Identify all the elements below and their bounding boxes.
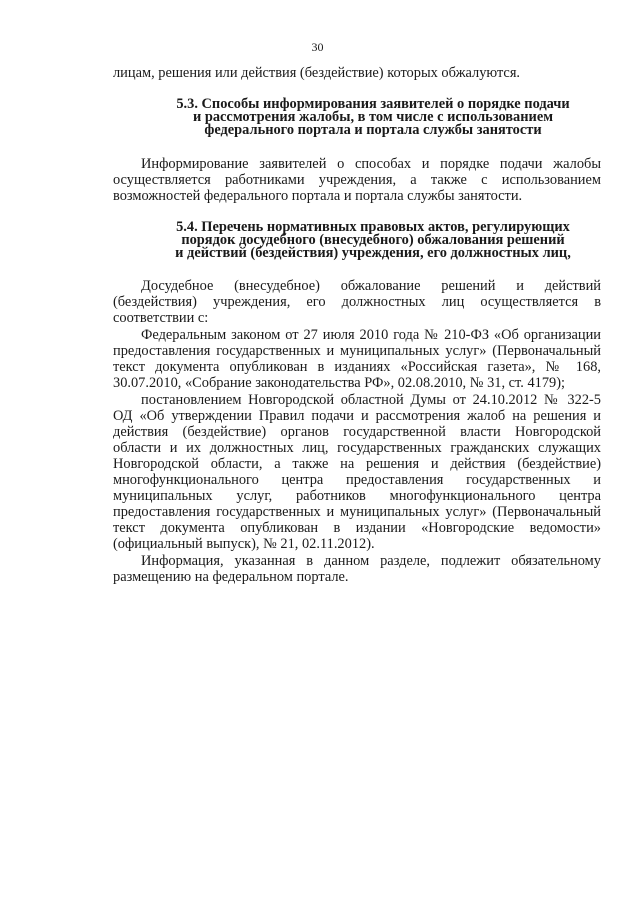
section-5-4-p3-line-3: действия (бездействие) органов государственной власти Новгородской [113,424,601,440]
section-5-4-p3-line-2: ОД «Об утверждении Правил подачи и рассмотрения жалоб на решения и [113,408,601,424]
section-5-3-heading-line-2: и рассмотрения жалобы, в том числе с использованием [192,109,554,125]
section-5-4-p3-line-1: постановлением Новгородской областной Думы от 24.10.2012 № 322-5 [141,392,601,408]
section-5-4-p2-line-3: текст документа опубликован в изданиях «Российская газета», № 168, [113,359,601,375]
section-5-4-p3-line-6: многофункционального центра предоставления государственных и [113,472,601,488]
section-5-4-p3-line-10: (официальный выпуск), № 21, 02.11.2012). [113,536,375,552]
intro-line: лицам, решения или действия (бездействие) которых обжалуются. [113,65,521,81]
section-5-3-heading-line-1: 5.3. Способы информирования заявителей о порядке подачи [176,96,570,112]
section-5-4-p1-line-1: Досудебное (внесудебное) обжалование решений и действий [141,278,601,294]
section-5-4-p1-line-2: (бездействия) учреждения, его должностных лиц осуществляется в [113,294,601,310]
section-5-4-p2-line-4: 30.07.2010, «Собрание законодательства РФ», 02.08.2010, № 31, ст. 4179); [113,375,566,391]
section-5-4-p3-line-5: Новгородской области, а также на решения и действия (бездействие) [113,456,601,472]
section-5-4-p3-line-8: предоставления государственных и муниципальных услуг» (Первоначальный [113,504,601,520]
section-5-4-heading-line-3: и действий (бездействия) учреждения, его должностных лиц, [175,245,571,261]
section-5-4-p2-line-1: Федеральным законом от 27 июля 2010 года № 210-ФЗ «Об организации [141,327,601,343]
section-5-4-p3-line-9: текст документа опубликован в издании «Новгородские ведомости» [113,520,601,536]
section-5-3-paragraph-line-3: возможностей федерального портала и портала службы занятости. [113,188,523,204]
section-5-4-heading-line-2: порядок досудебного (внесудебного) обжалования решений [181,232,565,248]
section-5-4-p4-line-2: размещению на федеральном портале. [113,569,349,585]
section-5-3-heading-line-3: федерального портала и портала службы занятости [204,122,542,138]
section-5-4-p3-line-7: муниципальных услуг, работников многофункционального центра [113,488,601,504]
section-5-4-p3-line-4: области и их должностных лиц, государственных гражданских служащих [113,440,601,456]
section-5-4-p1-line-3: соответствии с: [113,310,209,326]
page-number: 30 [311,40,324,54]
section-5-3-paragraph-line-2: осуществляется работниками учреждения, а также с использованием [113,172,601,188]
section-5-3-paragraph-line-1: Информирование заявителей о способах и порядке подачи жалобы [141,156,601,172]
section-5-4-p4-line-1: Информация, указанная в данном разделе, подлежит обязательному [141,553,601,569]
section-5-4-p2-line-2: предоставления государственных и муниципальных услуг» (Первоначальный [113,343,601,359]
section-5-4-heading-line-1: 5.4. Перечень нормативных правовых актов, регулирующих [176,219,570,235]
